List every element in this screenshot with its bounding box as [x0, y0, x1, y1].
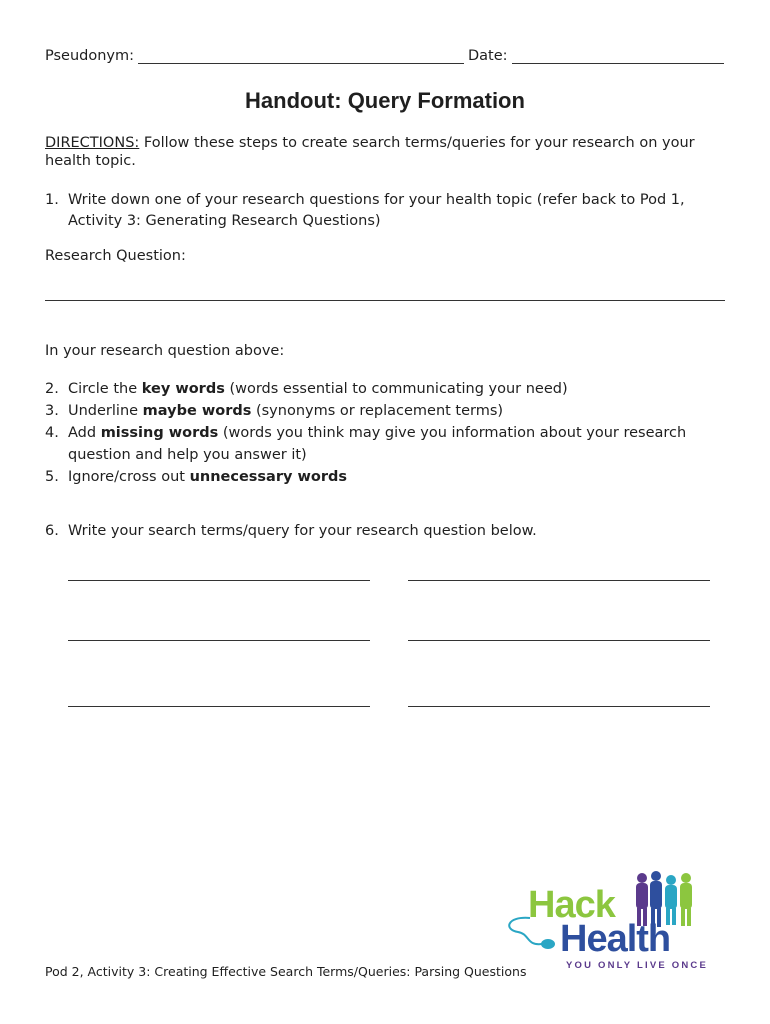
step-4-text-2: question and help you answer it)	[68, 447, 307, 463]
step-1-text-1: Write down one of your research questions for your health topic (refer back to Pod 1,	[68, 192, 685, 208]
step-6-number: 6.	[45, 523, 59, 539]
step-4-text: Add missing words (words you think may give you information about your research	[68, 425, 687, 441]
step-1-text-2: Activity 3: Generating Research Questions)	[68, 213, 381, 229]
step-5-number: 5.	[45, 469, 59, 485]
answer-line[interactable]	[408, 640, 710, 641]
step-2-number: 2.	[45, 381, 59, 397]
step-5-text: Ignore/cross out unnecessary words	[68, 469, 348, 485]
logo-word-hack: Hack	[528, 884, 615, 926]
directions-line-1	[45, 132, 695, 154]
answer-line[interactable]	[68, 640, 370, 641]
step-6-text: Write your search terms/query for your research question below.	[68, 523, 537, 539]
logo-tagline: YOU ONLY LIVE ONCE	[566, 960, 709, 971]
directions-text-2: health topic.	[45, 153, 136, 169]
footer-text: Pod 2, Activity 3: Creating Effective Search Terms/Queries: Parsing Questions	[45, 964, 527, 979]
pseudonym-line[interactable]	[138, 63, 464, 64]
step-3-number: 3.	[45, 403, 59, 419]
step-1-number: 1.	[45, 192, 59, 208]
research-question-label: Research Question:	[45, 248, 186, 264]
date-line[interactable]	[512, 63, 724, 64]
answer-line[interactable]	[408, 706, 710, 707]
hack-health-logo	[496, 868, 709, 978]
step-2-text: Circle the key words (words essential to communicating your need)	[68, 381, 568, 397]
page-title: Handout: Query Formation	[245, 88, 525, 113]
intro-above: In your research question above:	[45, 343, 285, 359]
answer-line[interactable]	[68, 706, 370, 707]
directions-label: DIRECTIONS:	[45, 135, 140, 151]
step-3-text: Underline maybe words (synonyms or replacement terms)	[68, 403, 504, 419]
directions-text-1: Follow these steps to create search terms/queries for your research on your	[139, 135, 695, 151]
pseudonym-label: Pseudonym:	[45, 48, 135, 64]
logo-word-health: Health	[560, 918, 671, 960]
research-question-line[interactable]	[45, 300, 725, 301]
date-label: Date:	[468, 48, 508, 64]
answer-line[interactable]	[408, 580, 710, 581]
step-4-number: 4.	[45, 425, 59, 441]
answer-line[interactable]	[68, 580, 370, 581]
